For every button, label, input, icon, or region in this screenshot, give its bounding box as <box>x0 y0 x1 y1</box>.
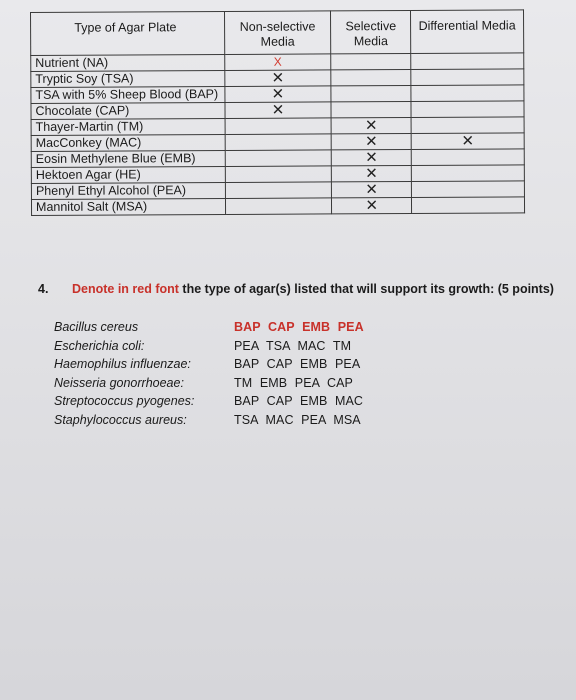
nonselective-mark <box>225 166 332 183</box>
selective-mark: ✕ <box>332 166 412 182</box>
organism-answer: TM EMB PEA CAP <box>234 375 353 390</box>
organism-answer: BAP CAP EMB PEA <box>234 357 361 372</box>
selective-mark: ✕ <box>332 150 412 166</box>
differential-mark <box>411 149 524 166</box>
organism-name: Staphylococcus aureus: <box>54 412 187 427</box>
agar-name: Hektoen Agar (HE) <box>31 166 225 183</box>
agar-name: Tryptic Soy (TSA) <box>31 70 225 87</box>
nonselective-mark: X <box>224 54 331 71</box>
selective-mark <box>331 102 411 118</box>
differential-mark <box>411 85 524 102</box>
nonselective-mark <box>225 198 332 215</box>
differential-mark <box>411 101 524 118</box>
agar-name: Mannitol Salt (MSA) <box>31 198 225 215</box>
header-selective: Selective Media <box>331 11 411 54</box>
agar-name: Thayer-Martin (TM) <box>31 118 225 135</box>
selective-mark <box>331 86 411 102</box>
differential-mark <box>411 181 524 198</box>
organism-name: Neisseria gonorrhoeae: <box>54 375 184 390</box>
nonselective-mark <box>225 134 332 151</box>
organism-name: Bacillus cereus <box>54 320 139 335</box>
nonselective-mark <box>225 150 332 167</box>
selective-mark: ✕ <box>331 134 411 150</box>
organism-list <box>54 318 364 429</box>
differential-mark: ✕ <box>411 133 524 150</box>
nonselective-mark <box>225 182 332 199</box>
nonselective-mark <box>225 118 332 135</box>
question-4 <box>38 282 554 296</box>
list-item <box>54 374 364 393</box>
list-item <box>54 392 364 411</box>
question-number: 4. <box>38 282 49 296</box>
selective-mark: ✕ <box>331 118 411 134</box>
differential-mark <box>411 117 524 134</box>
table-header-row <box>31 10 524 56</box>
differential-mark <box>412 197 525 214</box>
question-text: the type of agar(s) listed that will support its growth: (5 points) <box>178 282 554 296</box>
agar-name: Eosin Methylene Blue (EMB) <box>31 150 225 167</box>
list-item <box>54 411 364 430</box>
selective-mark <box>331 70 411 86</box>
organism-answer: PEA TSA MAC TM <box>234 338 352 353</box>
selective-mark <box>331 54 411 70</box>
list-item <box>54 318 364 337</box>
table-row <box>31 197 524 216</box>
differential-mark <box>411 165 524 182</box>
agar-name: Nutrient (NA) <box>31 54 225 71</box>
agar-name: MacConkey (MAC) <box>31 134 225 151</box>
organism-answer: TSA MAC PEA MSA <box>234 412 361 427</box>
organism-name: Haemophilus influenzae: <box>54 357 191 372</box>
organism-answer: BAP CAP EMB MAC <box>234 394 364 409</box>
agar-name: Chocolate (CAP) <box>31 102 225 119</box>
nonselective-mark: ✕ <box>224 70 331 87</box>
header-agar-type: Type of Agar Plate <box>31 11 225 55</box>
differential-mark <box>411 69 524 86</box>
nonselective-mark: ✕ <box>225 102 332 119</box>
organism-answer: BAP CAP EMB PEA <box>234 320 364 335</box>
agar-name: TSA with 5% Sheep Blood (BAP) <box>31 86 225 103</box>
list-item <box>54 355 364 374</box>
organism-name: Escherichia coli: <box>54 338 145 353</box>
agar-name: Phenyl Ethyl Alcohol (PEA) <box>31 182 225 199</box>
list-item <box>54 337 364 356</box>
selective-mark: ✕ <box>332 198 412 214</box>
header-differential: Differential Media <box>411 10 524 54</box>
selective-mark: ✕ <box>332 182 412 198</box>
agar-table <box>30 9 525 216</box>
question-red-text: Denote in red font <box>72 282 179 296</box>
organism-name: Streptococcus pyogenes: <box>54 394 195 409</box>
header-nonselective: Non-selective Media <box>224 11 331 55</box>
differential-mark <box>411 53 524 70</box>
nonselective-mark: ✕ <box>225 86 332 103</box>
